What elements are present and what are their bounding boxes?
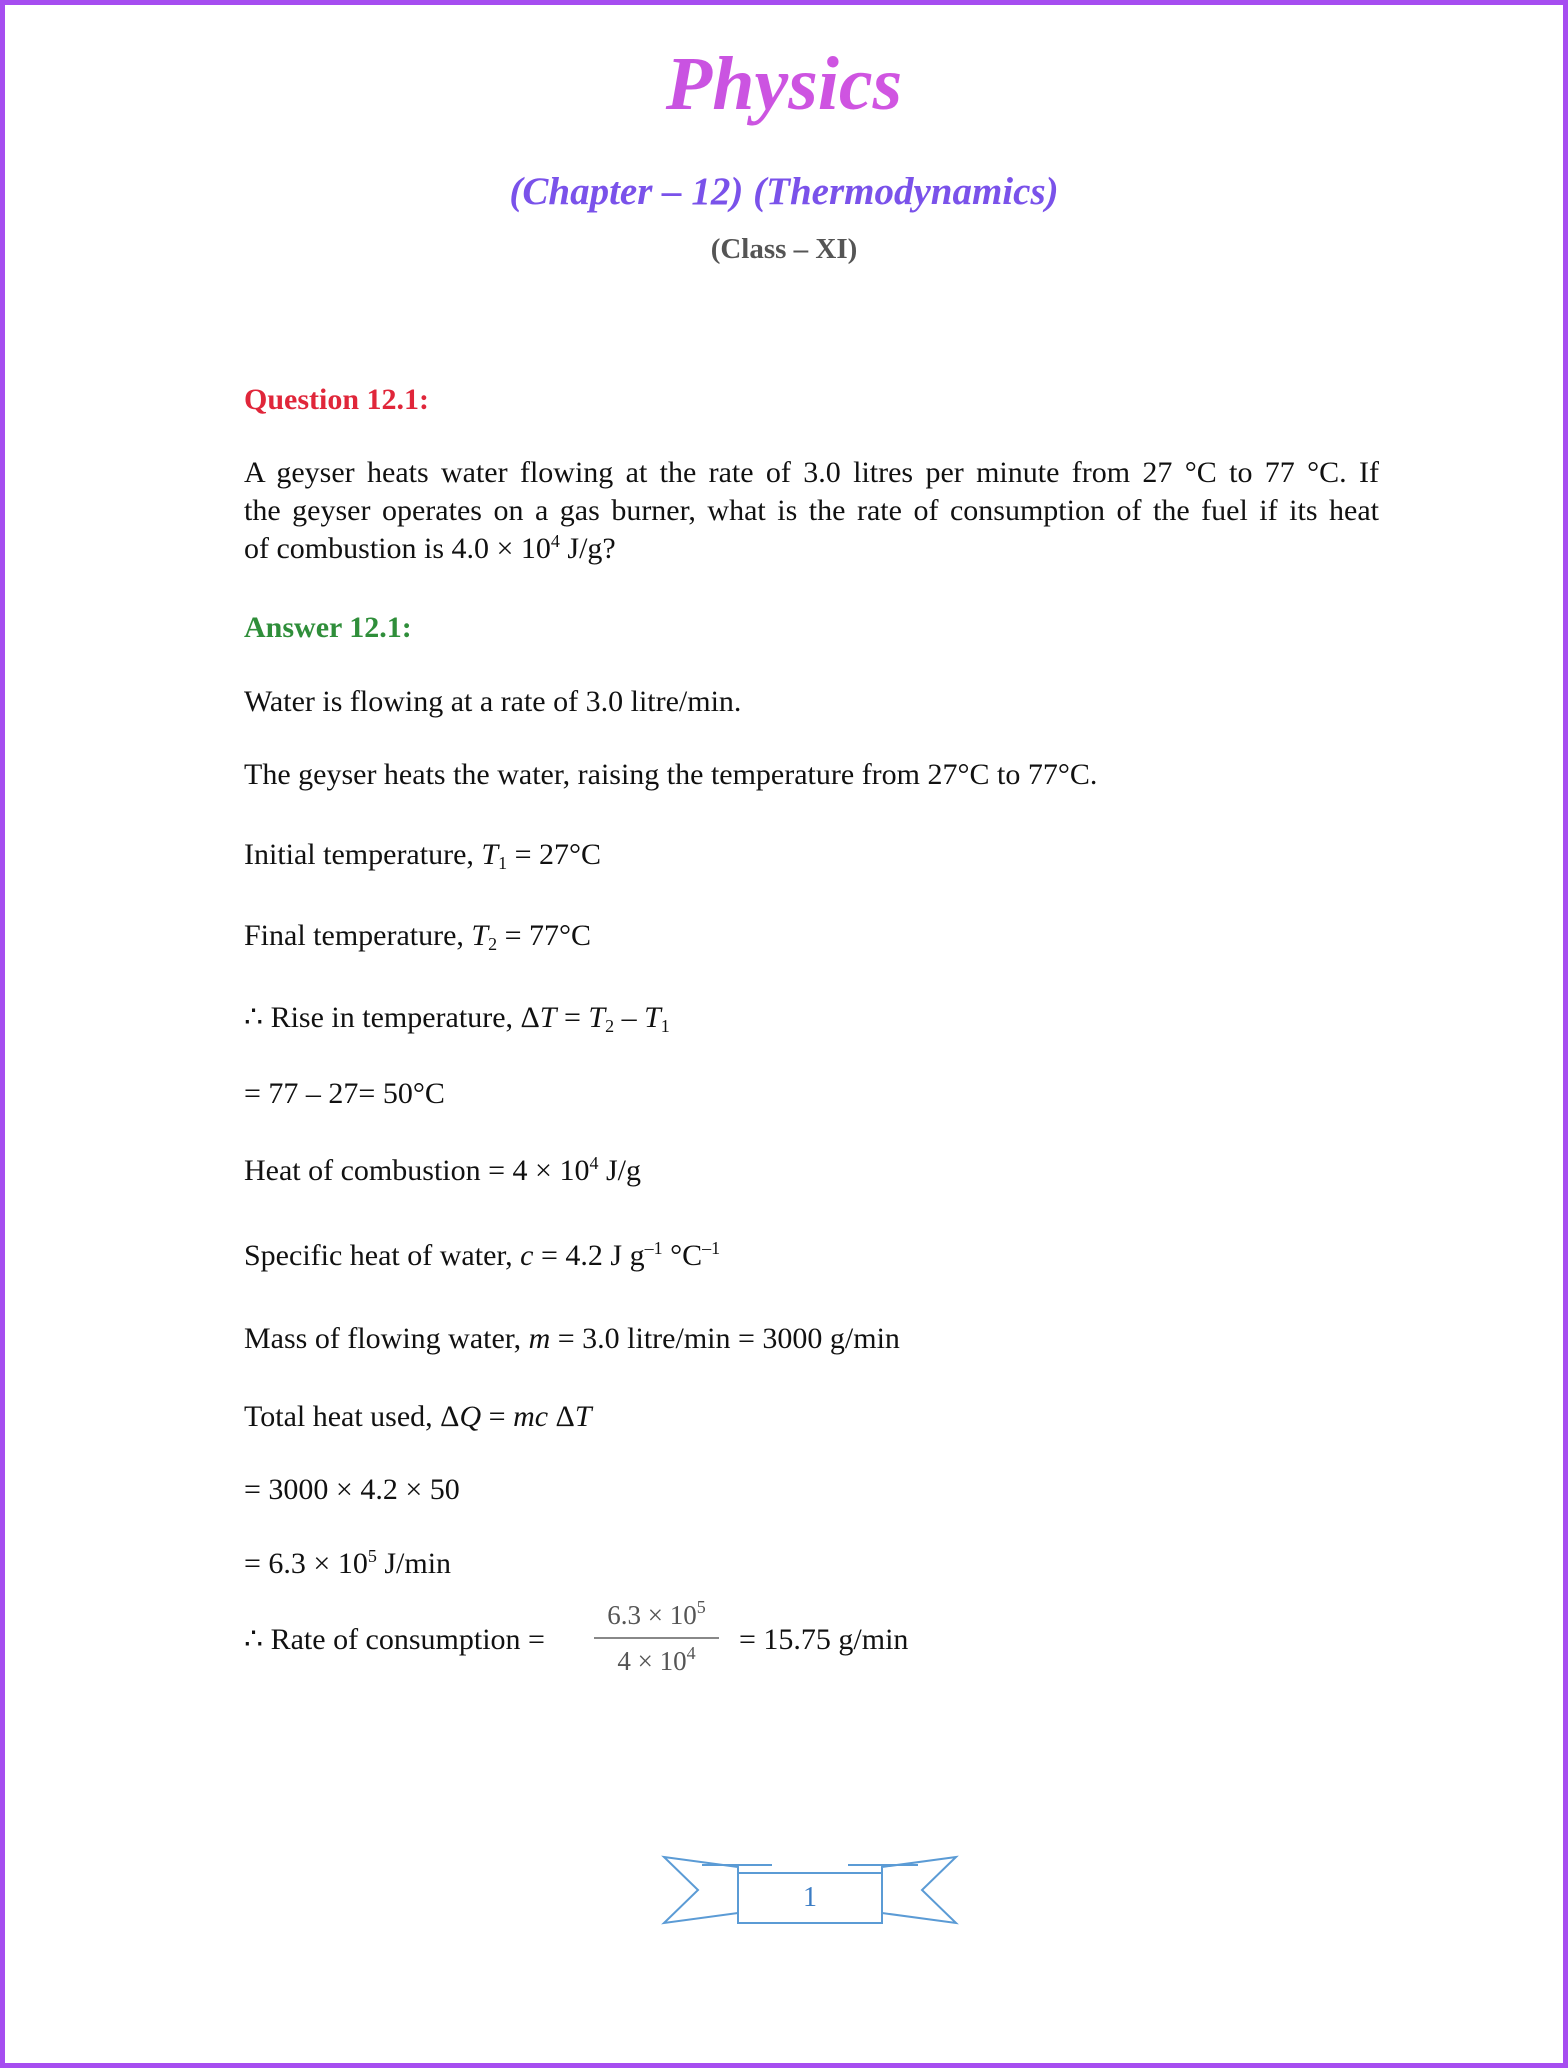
question-line-3-text: of combustion is 4.0 × 10	[244, 532, 551, 565]
minus-sign: –	[614, 1001, 645, 1034]
mass-of-water	[244, 1320, 900, 1358]
answer-heading: Answer 12.1:	[244, 611, 412, 644]
numerator-text: 6.3 × 10	[607, 1600, 697, 1630]
fraction-denominator	[594, 1641, 719, 1681]
initial-temperature-label: Initial temperature,	[244, 838, 482, 871]
heat-result	[244, 1545, 451, 1583]
page-number: 1	[803, 1882, 817, 1913]
question-line-1: A geyser heats water flowing at the rate of 3.0 litres per minute from 27 °C to 77 °C. If	[244, 456, 1379, 489]
t-symbol: T	[481, 838, 499, 871]
combustion-text: Heat of combustion = 4 × 10	[244, 1154, 590, 1187]
page-number-ribbon	[660, 1851, 960, 1931]
m-symbol: m	[528, 1322, 551, 1355]
initial-temperature	[244, 836, 601, 874]
t-symbol: T	[574, 1400, 592, 1433]
total-heat-used	[244, 1398, 592, 1436]
t-symbol: T	[471, 919, 489, 952]
rise-in-temperature	[244, 999, 670, 1037]
equals-sign: =	[556, 1001, 589, 1034]
delta-symbol: Δ	[548, 1400, 575, 1433]
question-heading: Question 12.1:	[244, 383, 430, 416]
denominator-text: 4 × 10	[617, 1646, 687, 1676]
exponent: –1	[702, 1238, 721, 1258]
c-symbol: c	[520, 1239, 534, 1272]
answer-flow-rate: Water is flowing at a rate of 3.0 litre/min.	[244, 685, 742, 718]
rise-label: ∴ Rise in temperature, Δ	[244, 1001, 540, 1034]
chapter-heading: (Chapter – 12) (Thermodynamics)	[509, 170, 1059, 213]
question-line-3-unit: J/g?	[559, 532, 616, 565]
question-text	[244, 454, 1379, 568]
exponent: 4	[686, 1643, 696, 1663]
specific-heat-label: Specific heat of water,	[244, 1239, 521, 1272]
specific-heat	[244, 1237, 720, 1275]
mass-value: = 3.0 litre/min = 3000 g/min	[550, 1322, 900, 1355]
mass-label: Mass of flowing water,	[244, 1322, 529, 1355]
subscript-2: 2	[488, 934, 498, 954]
final-temperature-value: = 77°C	[497, 919, 592, 952]
heat-of-combustion	[244, 1152, 641, 1190]
combustion-unit: J/g	[598, 1154, 641, 1187]
equals-sign: =	[481, 1400, 514, 1433]
subscript-2: 2	[605, 1016, 615, 1036]
t-symbol: T	[539, 1001, 557, 1034]
exponent: –1	[644, 1238, 663, 1258]
rate-label: ∴ Rate of consumption =	[244, 1623, 545, 1656]
t-symbol: T	[644, 1001, 661, 1034]
subscript-1: 1	[660, 1016, 670, 1036]
mc-symbol: mc	[513, 1400, 549, 1433]
heat-result-unit: J/min	[376, 1547, 452, 1580]
rise-result: = 77 – 27= 50°C	[244, 1077, 445, 1110]
t-symbol: T	[588, 1001, 606, 1034]
fraction	[594, 1595, 719, 1681]
degree-unit: °C	[662, 1239, 703, 1272]
total-heat-label: Total heat used, Δ	[244, 1400, 460, 1433]
question-line-3	[244, 530, 1379, 568]
specific-heat-value: = 4.2 J g	[533, 1239, 645, 1272]
fraction-bar	[594, 1637, 719, 1639]
question-line-2: the geyser operates on a gas burner, what is the rate of consumption of the fuel if its heat	[244, 494, 1379, 527]
exponent: 5	[367, 1546, 377, 1566]
rate-result: = 15.75 g/min	[739, 1623, 909, 1656]
exponent: 5	[696, 1597, 706, 1617]
page-title: Physics	[5, 41, 1563, 128]
calculation-line: = 3000 × 4.2 × 50	[244, 1473, 460, 1506]
exponent: 4	[589, 1153, 599, 1173]
heat-result-text: = 6.3 × 10	[244, 1547, 368, 1580]
final-temperature	[244, 917, 591, 955]
final-temperature-label: Final temperature,	[244, 919, 472, 952]
class-label: (Class – XI)	[710, 233, 858, 265]
fraction-numerator	[594, 1595, 719, 1635]
answer-geyser-heats: The geyser heats the water, raising the temperature from 27°C to 77°C.	[244, 758, 1098, 791]
initial-temperature-value: = 27°C	[507, 838, 602, 871]
subscript-1: 1	[498, 853, 508, 873]
q-symbol: Q	[459, 1400, 482, 1433]
exponent: 4	[550, 531, 560, 551]
